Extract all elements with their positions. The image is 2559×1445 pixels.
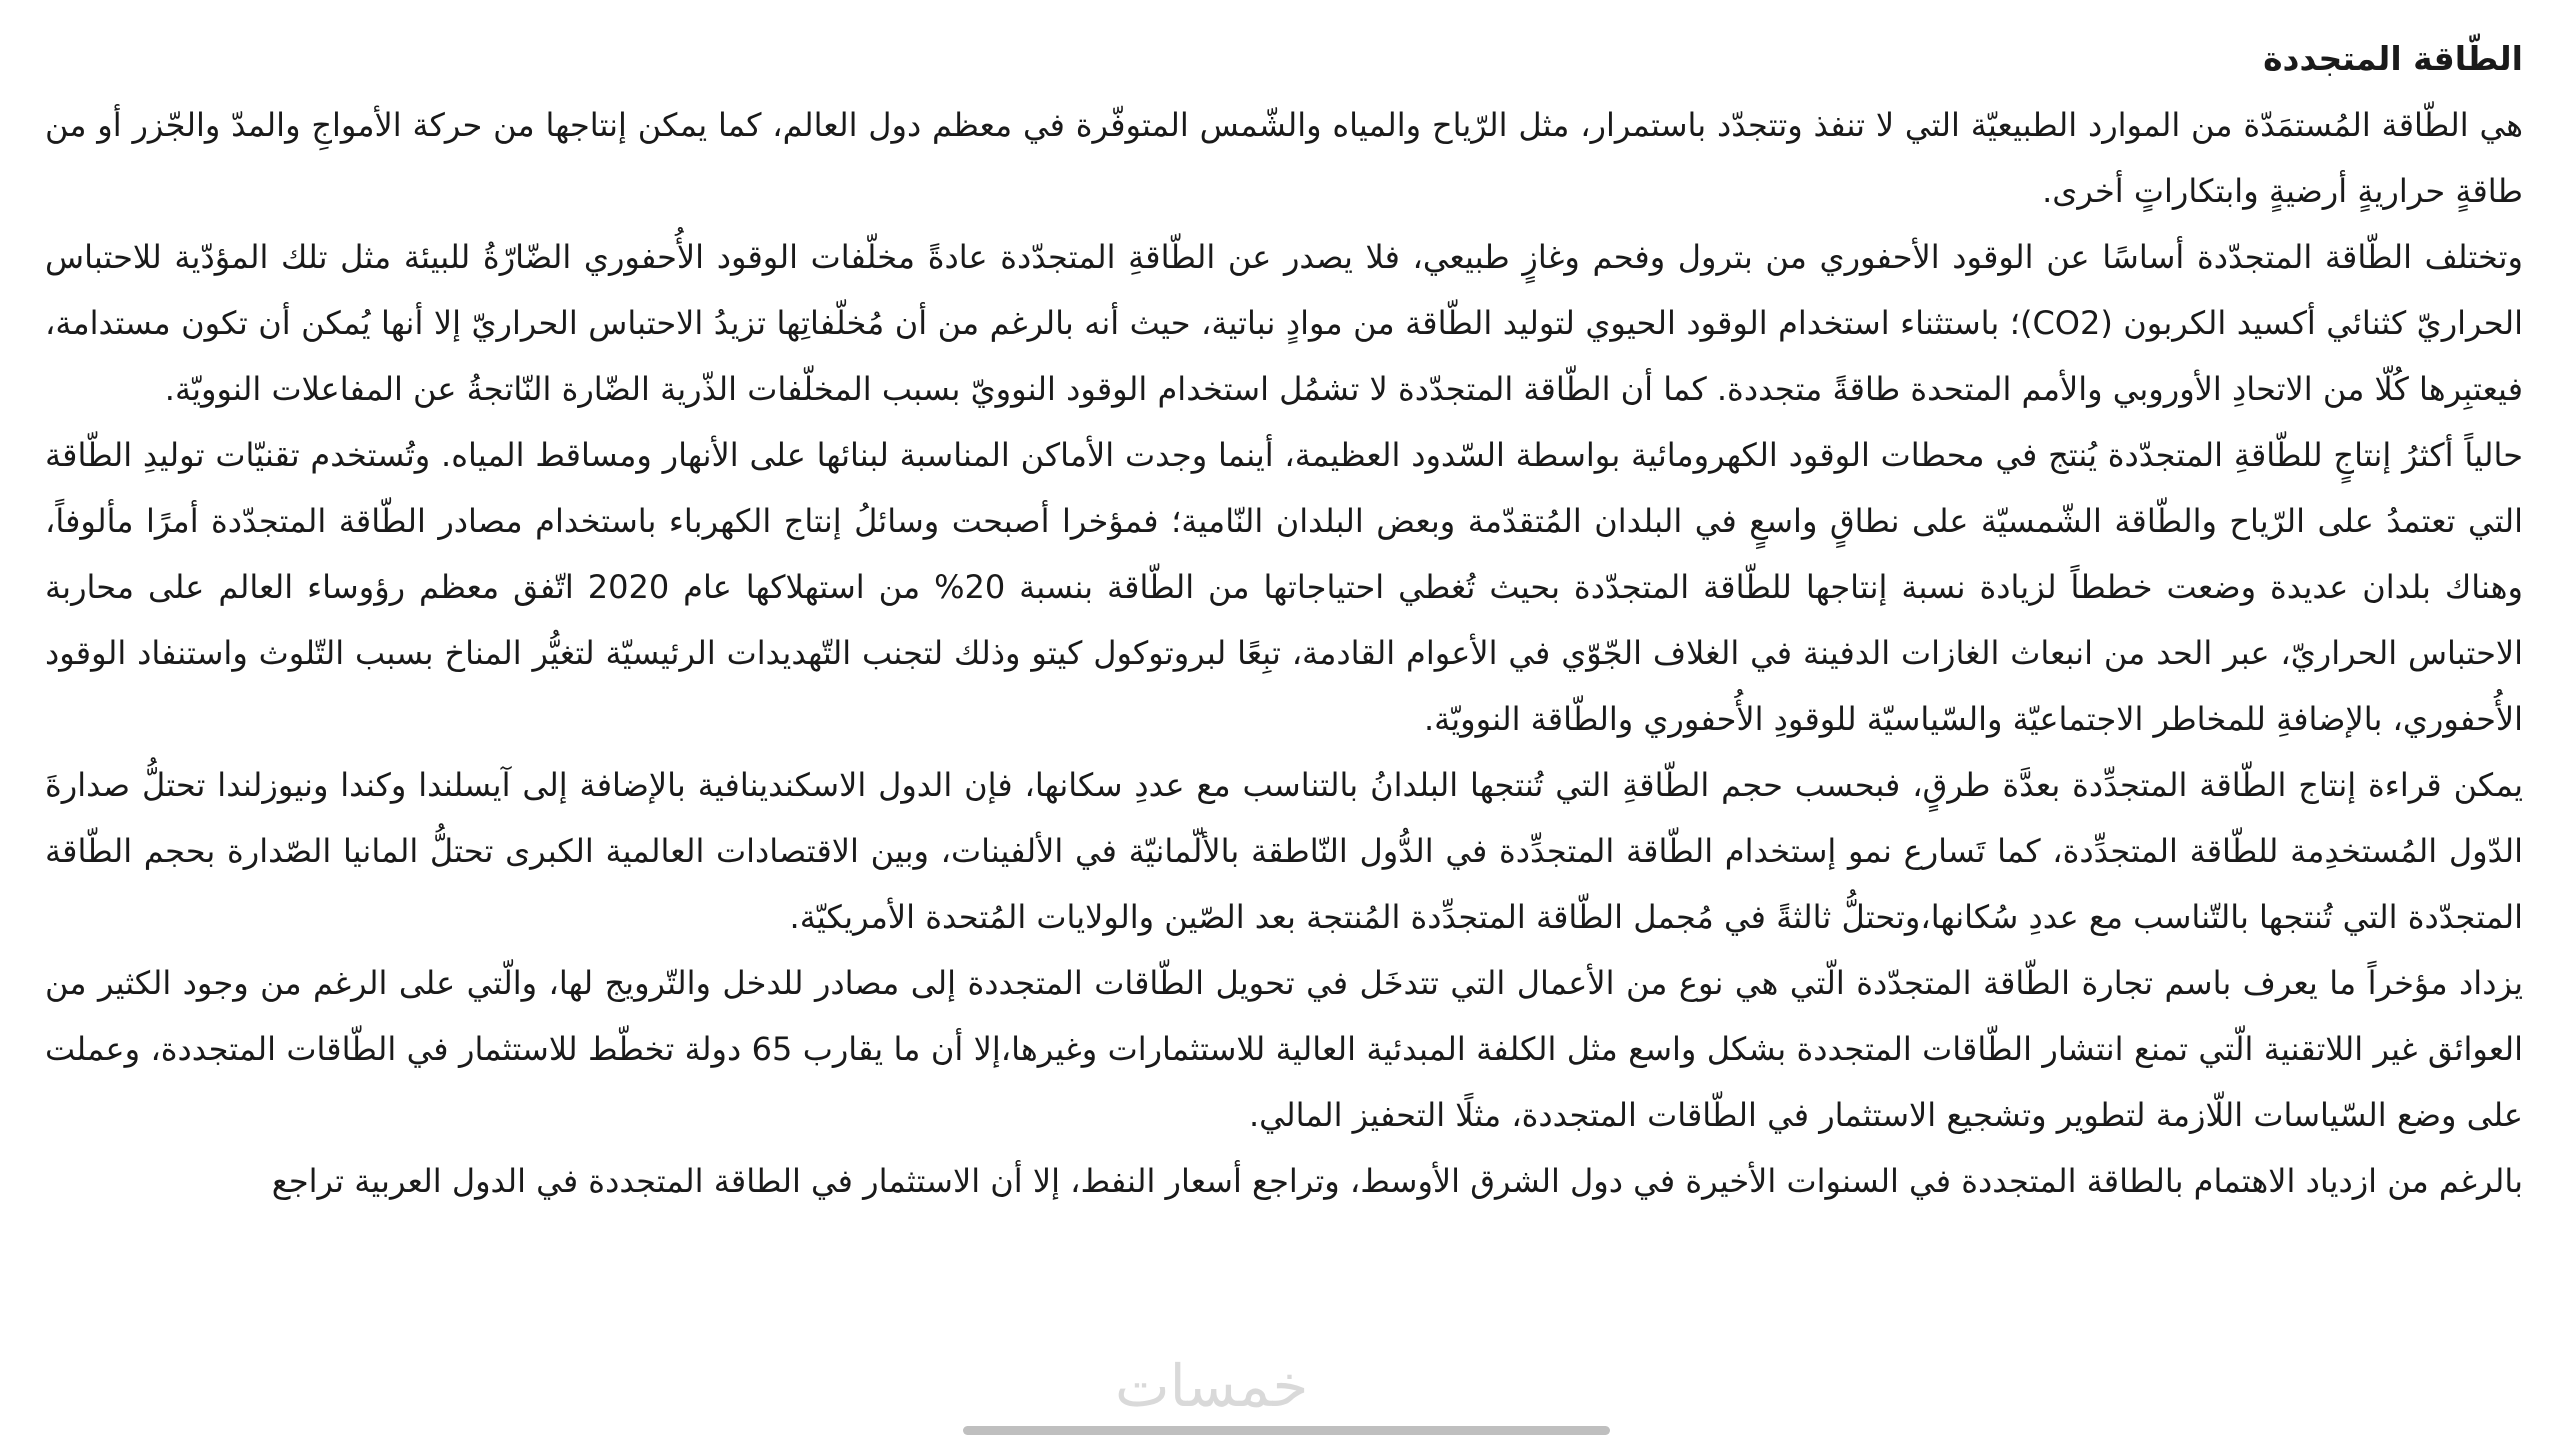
article-paragraph: وتختلف الطّاقة المتجدّدة أساسًا عن الوقود الأحفوري من بترول وفحم وغازٍ طبيعي، فلا يصدر عن الطّاقةِ المتجدّدة عادةً مخلّفات الوقود الأُحفوري الضّارّةُ للبيئة مثل تلك المؤدّية للاحتباس الحراريّ كثنائي أكسيد الكربون (CO2)؛ باستثناء استخدام الوقود الحيوي لتوليد الطّاقة من موادٍ نباتية، حيث أنه بالرغم من أن مُخلّفاتِها تزيدُ الاحتباس الحراريّ إلا أنها يُمكن أن تكون مستدامة، فيعتبِرها كُلّا من الاتحادِ الأوروبي والأمم المتحدة طاقةً متجددة. كما أن الطّاقة المتجدّدة لا تشمُل استخدام الوقود النوويّ بسبب المخلّفات الذّرية الضّارة النّاتجةُ عن المفاعلات النوويّة.	[45, 238, 2523, 408]
article-title: الطّاقة المتجددة	[2263, 39, 2523, 78]
article-paragraph: بالرغم من ازدياد الاهتمام بالطاقة المتجددة في السنوات الأخيرة في دول الشرق الأوسط، وتراجع أسعار النفط، إلا أن الاستثمار في الطاقة المتجددة في الدول العربية تراجع	[271, 1162, 2523, 1200]
article-paragraph: يزداد مؤخراً ما يعرف باسم تجارة الطّاقة المتجدّدة الّتي هي نوع من الأعمال التي تتدخَل في تحويل الطّاقات المتجددة إلى مصادر للدخل والتّرويج لها، والّتي على الرغم من وجود الكثير من العوائق غير اللاتقنية الّتي تمنع انتشار الطّاقات المتجددة بشكل واسع مثل الكلفة المبدئية العالية للاستثمارات وغيرها،إلا أن ما يقارب 65 دولة تخطّط للاستثمار في الطّاقات المتجددة، وعملت على وضع السّياسات اللّازمة لتطوير وتشجيع الاستثمار في الطّاقات المتجددة، مثلًا التحفيز المالي.	[45, 964, 2523, 1134]
scroll-indicator[interactable]	[963, 1426, 1610, 1435]
article-paragraph: هي الطّاقة المُستمَدّة من الموارد الطبيعيّة التي لا تنفذ وتتجدّد باستمرار، مثل الرّياح والمياه والشّمس المتوفّرة في معظم دول العالم، كما يمكن إنتاجها من حركة الأمواجِ والمدّ والجّزر أو من طاقةٍ حراريةٍ أرضيةٍ وابتكاراتٍ أخرى.	[45, 106, 2523, 210]
article	[45, 26, 2523, 1406]
article-paragraph: يمكن قراءة إنتاج الطّاقة المتجدِّدة بعدَّة طرقٍ، فبحسب حجم الطّاقةِ التي تُنتجها البلدانُ بالتناسب مع عددِ سكانها، فإن الدول الاسكندينافية بالإضافة إلى آيسلندا وكندا ونيوزلندا تحتلُّ صدارةَ الدّول المُستخدِمة للطّاقة المتجدِّدة، كما تَسارع نمو إستخدام الطّاقة المتجدِّدة في الدُّول النّاطقة بالألّمانيّة في الألفينات، وبين الاقتصادات العالمية الكبرى تحتلُّ المانيا الصّدارة بحجم الطّاقة المتجدّدة التي تُنتجها بالتّناسب مع عددِ سُكانها،وتحتلُّ ثالثةً في مُجمل الطّاقة المتجدِّدة المُنتجة بعد الصّين والولايات المُتحدة الأمريكيّة.	[45, 766, 2523, 936]
watermark-logo: خمسات	[1115, 1352, 1309, 1420]
article-paragraph: حالياً أكثرُ إنتاجٍ للطّاقةِ المتجدّدة يُنتج في محطات الوقود الكهرومائية بواسطة السّدود العظيمة، أينما وجدت الأماكن المناسبة لبنائها على الأنهار ومساقط المياه. وتُستخدم تقنيّات توليدِ الطّاقة التي تعتمدُ على الرّياح والطّاقة الشّمسيّة على نطاقٍ واسعٍ في البلدان المُتقدّمة وبعض البلدان النّامية؛ فمؤخرا أصبحت وسائلُ إنتاج الكهرباء باستخدام مصادر الطّاقة المتجدّدة أمرًا مألوفاً، وهناك بلدان عديدة وضعت خططاً لزيادة نسبة إنتاجها للطّاقة المتجدّدة بحيث تُغطي احتياجاتها من الطّاقة بنسبة 20% من استهلاكها عام 2020 اتّفق معظم رؤوساء العالم على محاربة الاحتباس الحراريّ، عبر الحد من انبعاث الغازات الدفينة في الغلاف الجّوّي في الأعوام القادمة، تبِعًا لبروتوكول كيتو وذلك لتجنب التّهديدات الرئيسيّة لتغيُّر المناخ بسبب التّلوث واستنفاد الوقود الأُحفوري، بالإضافةِ للمخاطر الاجتماعيّة والسّياسيّة للوقودِ الأُحفوري والطّاقة النوويّة.	[45, 436, 2523, 738]
